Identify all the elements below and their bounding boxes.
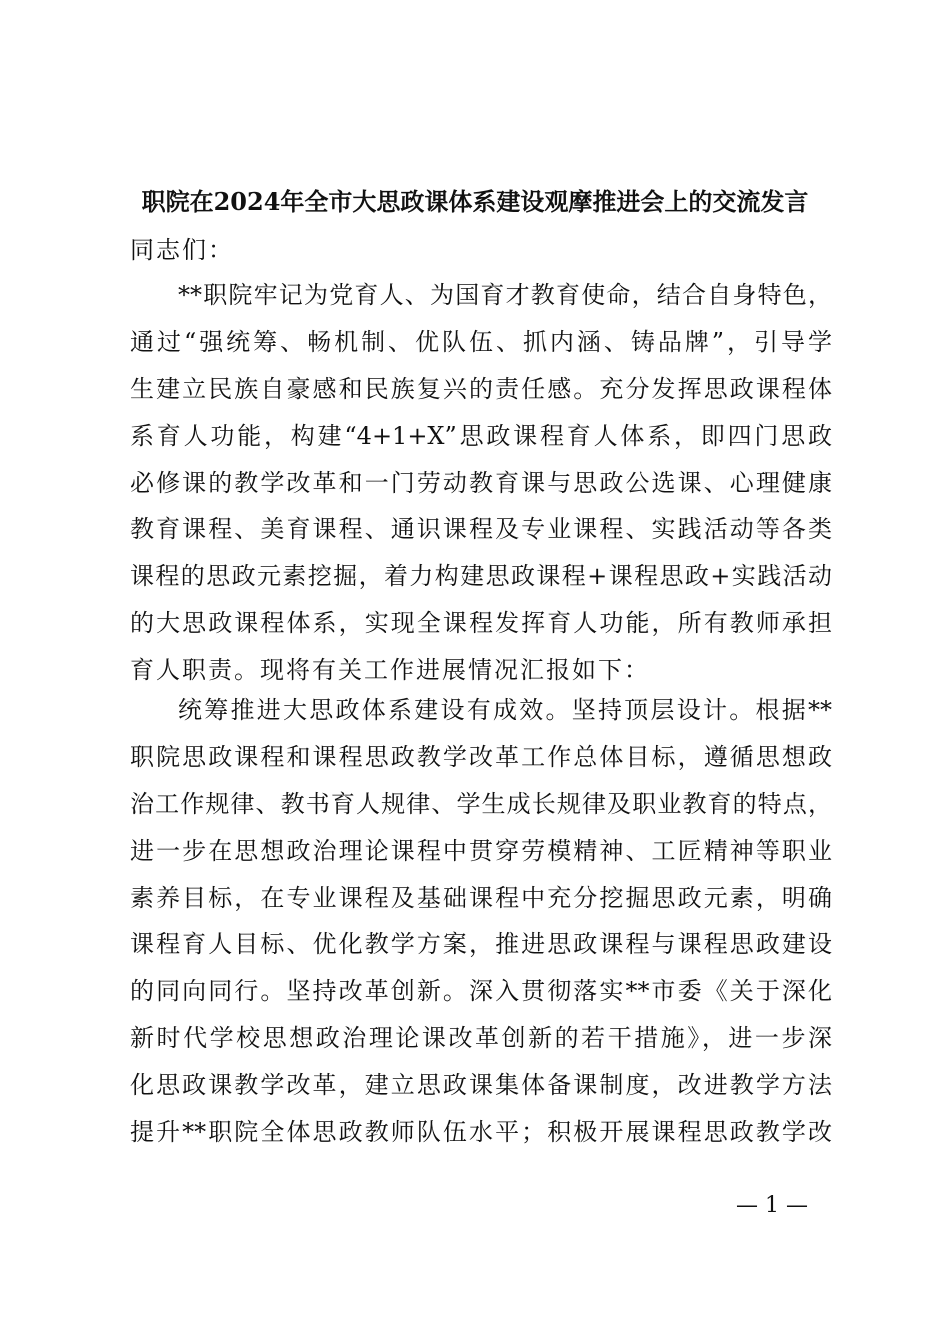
paragraph-line: 课程育人目标、优化教学方案，推进思政课程与课程思政建设 [130, 930, 832, 959]
paragraph-line: 职院思政课程和课程思政教学改革工作总体目标，遵循思想政 [130, 742, 832, 771]
paragraph-line: 必修课的教学改革和一门劳动教育课与思政公选课、心理健康 [130, 468, 832, 497]
paragraph-line: 统筹推进大思政体系建设有成效。坚持顶层设计。根据** [178, 696, 832, 724]
paragraph-line: 通过“强统筹、畅机制、优队伍、抓内涵、铸品牌”，引导学 [130, 327, 832, 356]
paragraph-line: 课程的思政元素挖掘，着力构建思政课程+课程思政+实践活动 [130, 562, 832, 591]
paragraph-line: 系育人功能，构建“4+1+X”思政课程育人体系，即四门思政 [130, 421, 832, 450]
paragraph-line: 素养目标，在专业课程及基础课程中充分挖掘思政元素，明确 [130, 883, 832, 912]
paragraph-line: 教育课程、美育课程、通识课程及专业课程、实践活动等各类 [130, 515, 832, 544]
paragraph-line: **职院牢记为党育人、为国育才教育使命，结合自身特色， [178, 281, 832, 309]
paragraph-2 [130, 687, 832, 1156]
paragraph-1 [130, 272, 832, 694]
page-number: — 1 — [736, 1193, 808, 1218]
paragraph-line: 提升**职院全体思政教师队伍水平；积极开展课程思政教学改 [130, 1118, 832, 1147]
paragraph-line: 新时代学校思想政治理论课改革创新的若干措施》，进一步深 [130, 1024, 832, 1053]
paragraph-line: 的大思政课程体系，实现全课程发挥育人功能，所有教师承担 [130, 609, 832, 638]
paragraph-line: 的同向同行。坚持改革创新。深入贯彻落实**市委《关于深化 [130, 977, 832, 1006]
paragraph-line: 化思政课教学改革，建立思政课集体备课制度，改进教学方法 [130, 1071, 832, 1100]
paragraph-line: 育人职责。现将有关工作进展情况汇报如下： [130, 656, 650, 685]
salutation: 同志们： [130, 236, 234, 264]
paragraph-line: 治工作规律、教书育人规律、学生成长规律及职业教育的特点， [130, 789, 832, 818]
paragraph-line: 进一步在思想政治理论课程中贯穿劳模精神、工匠精神等职业 [130, 836, 832, 865]
paragraph-line: 生建立民族自豪感和民族复兴的责任感。充分发挥思政课程体 [130, 374, 832, 403]
document-title: 职院在2024年全市大思政课体系建设观摩推进会上的交流发言 [141, 187, 809, 216]
